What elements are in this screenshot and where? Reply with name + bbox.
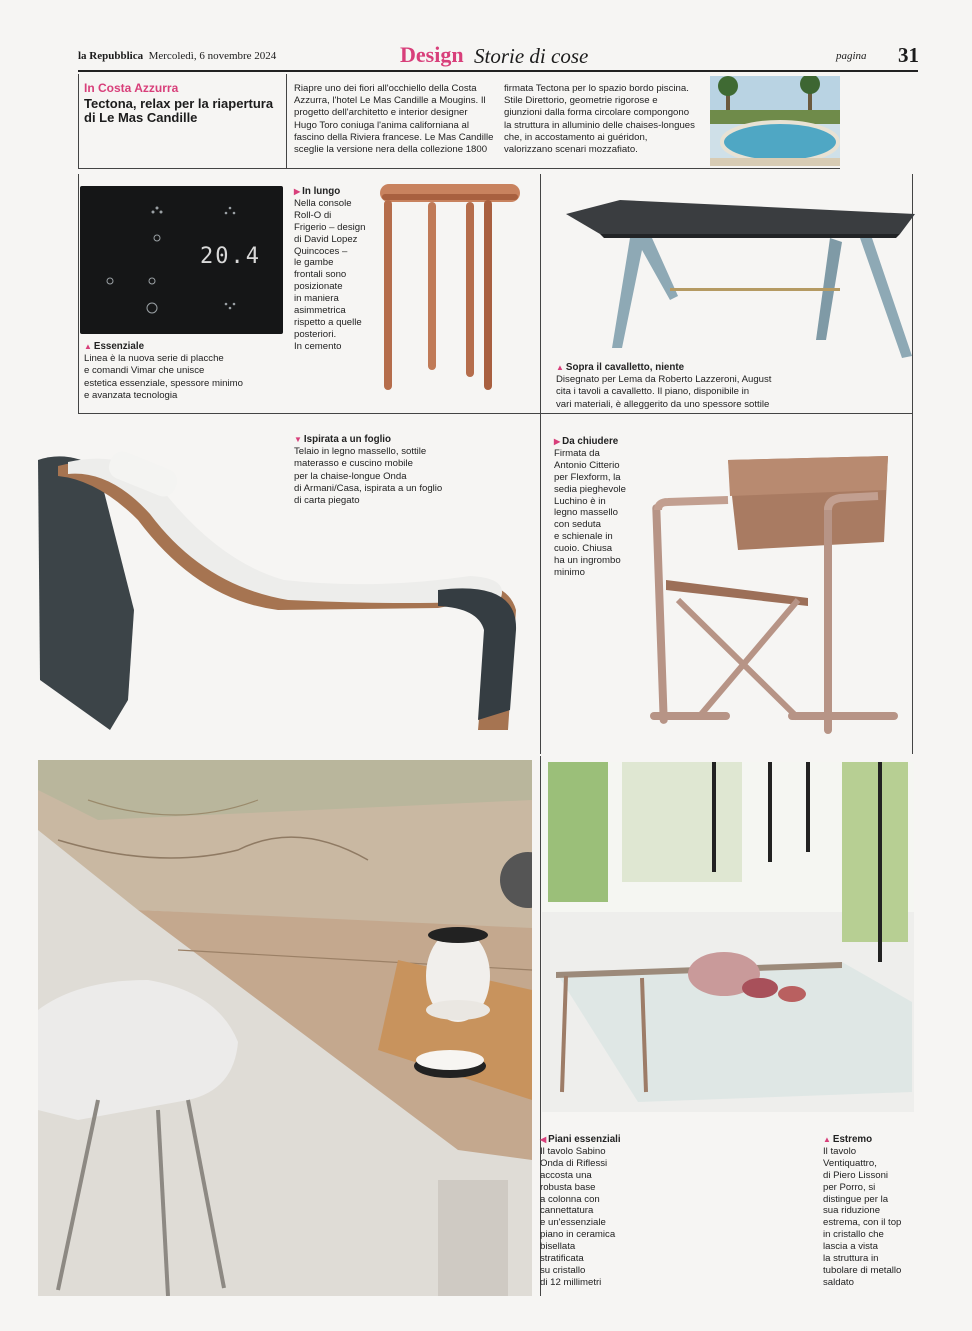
text-line: e avanzata tecnologia (84, 389, 178, 401)
text-line: estetica essenziale, spessore minimo (84, 377, 243, 389)
caption-title (556, 362, 876, 374)
caption-title (554, 436, 654, 448)
text-line: e schienale in (554, 531, 613, 543)
triangle-down-icon: ▼ (294, 435, 302, 444)
lead-kicker: In Costa Azzurra (84, 81, 179, 95)
text-line: frontali sono (294, 269, 347, 281)
caption-in-lungo (294, 186, 374, 353)
caption-title (823, 1134, 915, 1146)
caption-title (294, 186, 374, 198)
text-line: di carta piegato (294, 495, 360, 507)
text-line: Antonio Citterio (554, 459, 620, 471)
text-line: in cristallo che (823, 1229, 884, 1241)
caption-title (84, 341, 284, 353)
text-line: a colonna con (540, 1193, 600, 1205)
page-number: 31 (898, 43, 919, 67)
caption-chiudere (554, 436, 654, 579)
issue-date: Mercoledì, 6 novembre 2024 (148, 50, 277, 62)
console-illustration (370, 178, 532, 398)
text-line: saldato (823, 1276, 854, 1288)
text-line: firmata Tectona per lo spazio bordo piscina. (504, 83, 689, 94)
text-line: di 12 millimetri (540, 1276, 602, 1288)
text-line: rispetto a quelle (294, 316, 362, 328)
ventiquattro-table-illustration (542, 762, 914, 1112)
text-line: stratificata (540, 1253, 584, 1265)
thermostat-display: 20.4 (200, 244, 261, 269)
text-line: Luchino è in (554, 495, 606, 507)
text-line: Roll-O di (294, 209, 332, 221)
caption-title (294, 434, 534, 446)
page-label: pagina (836, 50, 867, 62)
caption-piani (540, 1134, 632, 1289)
text-line: progetto dell'architetto e interior designer (294, 107, 468, 119)
console-photo (370, 178, 532, 398)
section-subtitle: Storie di cose (474, 44, 589, 68)
text-line: ha un ingrombo (554, 555, 621, 567)
text-line: per la chaise-longue Onda (294, 470, 407, 482)
text-line: piano in ceramica (540, 1229, 616, 1241)
lead-divider (286, 74, 287, 168)
august-table-illustration (560, 190, 920, 365)
text-line: che, in accostamento ai guéridon, (504, 131, 648, 143)
text-line: bisellata (540, 1241, 576, 1253)
text-line: sceglie la versione nera della collezione 1800 (294, 144, 488, 156)
lead-left-rule (78, 74, 79, 168)
text-line: distingue per la (823, 1193, 889, 1205)
section-title: Design (400, 42, 464, 67)
text-line: per Flexform, la (554, 471, 621, 483)
text-line: cannettatura (540, 1205, 594, 1217)
text-line: e comandi Vimar che unisce (84, 365, 205, 377)
frame-rule (78, 174, 79, 414)
text-line: fascino della Riviera francese. Le Mas Candille (294, 131, 494, 143)
text-line: Ventiquattro, (823, 1157, 877, 1169)
lead-title-1: Tectona, relax per la riapertura (84, 96, 274, 111)
text-line: minimo (554, 566, 585, 578)
caption-title-text: Estremo (832, 1134, 873, 1145)
text-line: materasso e cuscino mobile (294, 458, 413, 470)
text-line: di Piero Lissoni (823, 1169, 889, 1181)
caption-title-text: Ispirata a un foglio (303, 434, 392, 445)
text-line: giunzioni dalla forma circolare compongono (504, 107, 690, 119)
text-line: sedia pieghevole (554, 483, 627, 495)
triangle-up-icon: ▲ (556, 363, 564, 372)
text-line: asimmetrica (294, 305, 346, 317)
triangle-up-icon: ▲ (84, 342, 92, 351)
folding-chair-photo (648, 450, 910, 750)
text-line: con seduta (554, 519, 601, 531)
text-line: Frigerio – design (294, 221, 366, 233)
caption-title-text: In lungo (302, 186, 341, 197)
text-line: Stile Direttorio, geometrie rigorose e (504, 95, 658, 107)
center-rule (540, 174, 541, 754)
text-line: tubolare di metallo (823, 1264, 902, 1276)
lead-text-col2 (504, 83, 710, 156)
text-line: posteriori. (294, 328, 337, 340)
text-line: le gambe (294, 257, 334, 269)
text-line: Riapre uno dei fiori all'occhiello della Costa (294, 83, 477, 94)
text-line: sua riduzione (823, 1205, 881, 1217)
text-line: Disegnato per Lema da Roberto Lazzeroni, August (556, 374, 772, 386)
caption-foglio (294, 434, 534, 507)
paper-name: la Repubblica (78, 50, 144, 62)
text-line: di David Lopez (294, 233, 358, 245)
caption-estremo (823, 1134, 915, 1289)
lead-text-col1 (294, 83, 506, 156)
text-line: accosta una (540, 1169, 592, 1181)
august-table-photo (560, 190, 920, 365)
text-line: valorizzano scenari mozzafiato. (504, 144, 638, 156)
text-line: e un'essenziale (540, 1217, 606, 1229)
triangle-up-icon: ▲ (823, 1135, 831, 1144)
masthead (78, 50, 276, 62)
text-line: In cemento (294, 340, 342, 352)
hotel-pool-photo (710, 76, 840, 166)
caption-essenziale (84, 341, 284, 402)
text-line: vari materiali, è alleggerito da uno spessore sottile (556, 398, 770, 410)
lead-title-2: di Le Mas Candille (84, 110, 198, 125)
header-rule (78, 70, 918, 72)
text-line: in maniera (294, 293, 339, 305)
caption-title-text: Sopra il cavalletto, niente (565, 362, 685, 373)
text-line: Il tavolo (823, 1145, 857, 1157)
text-line: di Armani/Casa, ispirata a un foglio (294, 482, 443, 494)
caption-title-text: Da chiudere (562, 436, 619, 447)
caption-title-text: Piani essenziali (548, 1134, 621, 1145)
text-line: Azzurra, l'hotel Le Mas Candille a Mougins. Il (294, 95, 486, 107)
caption-title (540, 1134, 632, 1146)
folding-chair-illustration (648, 450, 910, 750)
pool-illustration (710, 76, 840, 166)
text-line: Quincoces – (294, 245, 348, 257)
triangle-right-icon: ▶ (294, 187, 301, 196)
caption-title-text: Essenziale (93, 341, 145, 352)
triangle-right-icon: ▶ (554, 437, 561, 446)
sabino-table-photo (38, 760, 532, 1296)
sabino-table-illustration (38, 760, 532, 1296)
text-line: la struttura in alluminio delle chaises-longues (504, 119, 695, 131)
text-line: Nella console (294, 197, 352, 209)
text-line: Il tavolo Sabino (540, 1145, 606, 1157)
row-rule (78, 413, 912, 414)
text-line: Telaio in legno massello, sottile (294, 446, 427, 458)
text-line: Linea è la nuova serie di placche (84, 353, 224, 365)
text-line: per Porro, si (823, 1181, 876, 1193)
text-line: estrema, con il top (823, 1217, 902, 1229)
text-line: posizionate (294, 281, 343, 293)
caption-cavalletto (556, 362, 876, 411)
text-line: legno massello (554, 507, 618, 519)
text-line: robusta base (540, 1181, 596, 1193)
text-line: Firmata da (554, 447, 600, 459)
text-line: lascia a vista (823, 1241, 878, 1253)
lead-bottom-rule (78, 168, 840, 169)
text-line: su cristallo (540, 1264, 586, 1276)
text-line: la struttura in (823, 1253, 879, 1265)
text-line: cita i tavoli a cavalletto. Il piano, disponibile in (556, 386, 750, 398)
triangle-left-icon: ◀ (540, 1135, 547, 1144)
ventiquattro-table-photo (542, 762, 914, 1112)
text-line: Onda di Riflessi (540, 1157, 608, 1169)
text-line: Hugo Toro coniuga l'anima californiana al (294, 119, 469, 131)
text-line: cuoio. Chiusa (554, 543, 613, 555)
